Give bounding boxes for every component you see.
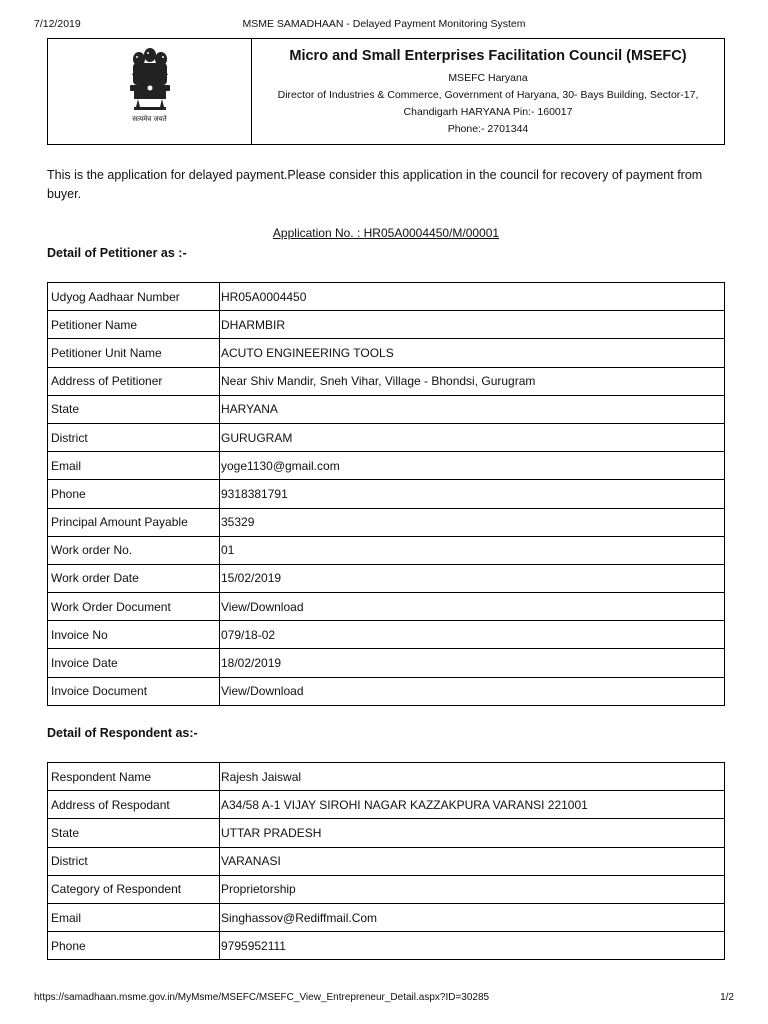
row-label: State [48,395,220,423]
table-row [48,649,725,677]
council-header [47,38,725,145]
row-label: Email [48,903,220,931]
table-row [48,452,725,480]
row-label: Address of Petitioner [48,367,220,395]
footer-page-number: 1/2 [720,992,734,1003]
row-label: Invoice No [48,621,220,649]
council-address-line1: Director of Industries & Commerce, Government of Haryana, 30- Bays Building, Sector-17, [277,89,699,101]
row-label: Invoice Document [48,677,220,705]
table-row [48,283,725,311]
table-row [48,423,725,451]
council-info [252,39,724,144]
row-value: DHARMBIR [220,311,725,339]
national-emblem-icon [124,45,176,113]
row-value: Proprietorship [220,875,725,903]
row-label: Invoice Date [48,649,220,677]
council-subtitle: MSEFC Haryana [448,72,528,84]
table-row [48,847,725,875]
row-label: Category of Respondent [48,875,220,903]
print-date: 7/12/2019 [34,18,81,30]
table-row [48,621,725,649]
row-label: Phone [48,480,220,508]
row-label: Work Order Document [48,593,220,621]
row-label: Work order No. [48,536,220,564]
row-value: GURUGRAM [220,423,725,451]
table-row [48,564,725,592]
row-label: Udyog Aadhaar Number [48,283,220,311]
row-value: A34/58 A-1 VIJAY SIROHI NAGAR KAZZAKPURA VARANSI 221001 [220,791,725,819]
table-row [48,763,725,791]
table-row [48,339,725,367]
application-number: Application No. : HR05A0004450/M/00001 [272,226,500,240]
row-value: 15/02/2019 [220,564,725,592]
table-row [48,903,725,931]
table-row [48,311,725,339]
row-value: HARYANA [220,395,725,423]
row-value: Rajesh Jaiswal [220,763,725,791]
petitioner-heading: Detail of Petitioner as :- [47,246,187,260]
row-label: District [48,847,220,875]
view-download-link[interactable]: View/Download [220,593,725,621]
row-value: UTTAR PRADESH [220,819,725,847]
row-label: Petitioner Name [48,311,220,339]
print-title: MSME SAMADHAAN - Delayed Payment Monitoring System [242,18,526,30]
row-label: State [48,819,220,847]
table-row [48,875,725,903]
row-label: Email [48,452,220,480]
council-title: Micro and Small Enterprises Facilitation Council (MSEFC) [289,48,687,64]
council-address-line2: Chandigarh HARYANA Pin:- 160017 [403,106,573,118]
row-label: Respondent Name [48,763,220,791]
row-label: Address of Respodant [48,791,220,819]
row-value: 18/02/2019 [220,649,725,677]
intro-text: This is the application for delayed payment.Please consider this application in the council for recovery of payment from buyer. [47,168,703,201]
emblem-cell [48,39,252,144]
emblem-motto: सत्यमेव जयते [132,115,167,123]
table-row [48,593,725,621]
row-value: 01 [220,536,725,564]
table-row [48,932,725,960]
row-value: Near Shiv Mandir, Sneh Vihar, Village - Bhondsi, Gurugram [220,367,725,395]
table-row [48,508,725,536]
row-value: Singhassov@Rediffmail.Com [220,903,725,931]
row-label: Principal Amount Payable [48,508,220,536]
table-row [48,791,725,819]
row-value: HR05A0004450 [220,283,725,311]
row-label: District [48,423,220,451]
view-download-link[interactable]: View/Download [220,677,725,705]
row-label: Petitioner Unit Name [48,339,220,367]
table-row [48,480,725,508]
respondent-table [47,762,725,960]
row-label: Phone [48,932,220,960]
row-value: 079/18-02 [220,621,725,649]
table-row [48,677,725,705]
table-row [48,819,725,847]
petitioner-table [47,282,725,706]
footer-url: https://samadhaan.msme.gov.in/MyMsme/MSEFC/MSEFC_View_Entrepreneur_Detail.aspx?ID=30285 [34,992,490,1003]
row-value: 9318381791 [220,480,725,508]
row-value: VARANASI [220,847,725,875]
row-value: ACUTO ENGINEERING TOOLS [220,339,725,367]
row-value: yoge1130@gmail.com [220,452,725,480]
table-row [48,536,725,564]
row-value: 9795952111 [220,932,725,960]
row-label: Work order Date [48,564,220,592]
table-row [48,395,725,423]
respondent-heading: Detail of Respondent as:- [47,726,198,740]
council-phone: Phone:- 2701344 [447,123,529,135]
row-value: 35329 [220,508,725,536]
table-row [48,367,725,395]
